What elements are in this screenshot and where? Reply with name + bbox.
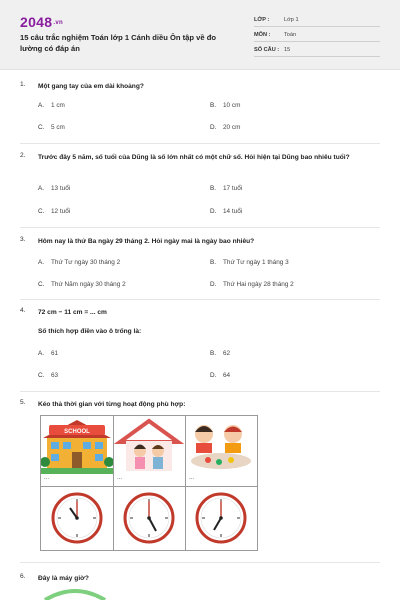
option-b[interactable]: B. 10 cm <box>210 102 241 109</box>
eating-illustration <box>186 416 257 474</box>
option-c[interactable]: C. 12 tuổi <box>38 208 71 215</box>
meta-subject: MÔN : Toán <box>254 29 380 42</box>
school-sign: SCHOOL <box>64 429 90 435</box>
clock-icon <box>41 487 113 550</box>
question-1: 1. Một gang tay của em dài khoảng? A. 1 cm B. 10 cm C. 5 cm D. 20 cm <box>20 81 380 141</box>
activity-home[interactable]: ... <box>114 416 186 486</box>
question-subtext: Số thích hợp điền vào ô trống là: <box>38 328 142 335</box>
divider <box>20 143 380 144</box>
site-logo[interactable]: 2048.vn <box>20 14 63 30</box>
document-title: 15 câu trắc nghiệm Toán lớp 1 Cánh diều Ôn tập về đo lường có đáp án <box>20 33 216 53</box>
question-text: Đây là máy giờ? <box>38 575 89 582</box>
question-5: 5. Kéo thả thời gian với từng hoạt động phù hợp: <box>20 399 380 413</box>
question-text: Kéo thả thời gian với từng hoạt động phù hợp: <box>38 401 186 408</box>
question-text: Hôm nay là thứ Ba ngày 29 tháng 2. Hỏi ngày mai là ngày bao nhiêu? <box>38 238 255 245</box>
clock-icon <box>186 487 257 550</box>
divider <box>20 562 380 563</box>
activity-eating[interactable]: ... <box>186 416 258 486</box>
divider <box>20 227 380 228</box>
clock-icon <box>40 588 110 600</box>
option-a[interactable]: A. 13 tuổi <box>38 185 71 192</box>
question-text: Một gang tay của em dài khoảng? <box>38 83 144 90</box>
option-a[interactable]: A. Thứ Tư ngày 30 tháng 2 <box>38 259 121 266</box>
clock-icon <box>114 487 185 550</box>
meta-question-count: SỐ CÂU : 15 <box>254 44 380 57</box>
option-d[interactable]: D. 64 <box>210 372 231 379</box>
option-b[interactable]: B. 62 <box>210 350 231 357</box>
meta-class: LỚP : Lớp 1 <box>254 14 380 27</box>
clock-option-3[interactable] <box>186 487 258 550</box>
option-c[interactable]: C. 63 <box>38 372 59 379</box>
divider <box>20 299 380 300</box>
question-text: 72 cm − 11 cm = ... cm <box>38 309 107 316</box>
house-illustration <box>114 416 185 474</box>
activity-school[interactable]: SCHOOL ... <box>41 416 113 486</box>
option-d[interactable]: D. Thứ Hai ngày 28 tháng 2 <box>210 281 294 288</box>
divider <box>20 391 380 392</box>
option-c[interactable]: C. Thứ Năm ngày 30 tháng 2 <box>38 281 126 288</box>
option-a[interactable]: A. 61 <box>38 350 59 357</box>
option-b[interactable]: B. 17 tuổi <box>210 185 243 192</box>
question-4: 4. 72 cm − 11 cm = ... cm Số thích hợp điền vào ô trống là: A. 61 B. 62 C. 63 D. 64 <box>20 307 380 387</box>
option-b[interactable]: B. Thứ Tư ngày 1 tháng 3 <box>210 259 289 266</box>
matching-grid <box>40 415 258 551</box>
clock-option-1[interactable] <box>41 487 113 550</box>
question-text: Trước đây 5 năm, số tuổi của Dũng là số lớn nhất có một chữ số. Hỏi hiện tại Dũng bao nhiêu tuổi? <box>38 154 350 161</box>
question-6: 6. Đây là máy giờ? <box>20 573 380 587</box>
option-a[interactable]: A. 1 cm <box>38 102 65 109</box>
option-d[interactable]: D. 20 cm <box>210 124 241 131</box>
question-2: 2. Trước đây 5 năm, số tuổi của Dũng là số lớn nhất có một chữ số. Hỏi hiện tại Dũng bao nhiêu tuổi? A. 13 tuổi B. 17 tuổi C. 12 tuổi D. 14 tuổi <box>20 152 380 224</box>
option-d[interactable]: D. 14 tuổi <box>210 208 243 215</box>
school-illustration <box>41 416 113 474</box>
clock-option-2[interactable] <box>114 487 186 550</box>
question-3: 3. Hôm nay là thứ Ba ngày 29 tháng 2. Hỏi ngày mai là ngày bao nhiêu? A. Thứ Tư ngày 30 tháng 2 B. Thứ Tư ngày 1 tháng 3 C. Thứ Năm ngày 30 tháng 2 D. Thứ Hai ngày 28 tháng 2 <box>20 236 380 296</box>
page-header <box>0 0 400 70</box>
option-c[interactable]: C. 5 cm <box>38 124 65 131</box>
